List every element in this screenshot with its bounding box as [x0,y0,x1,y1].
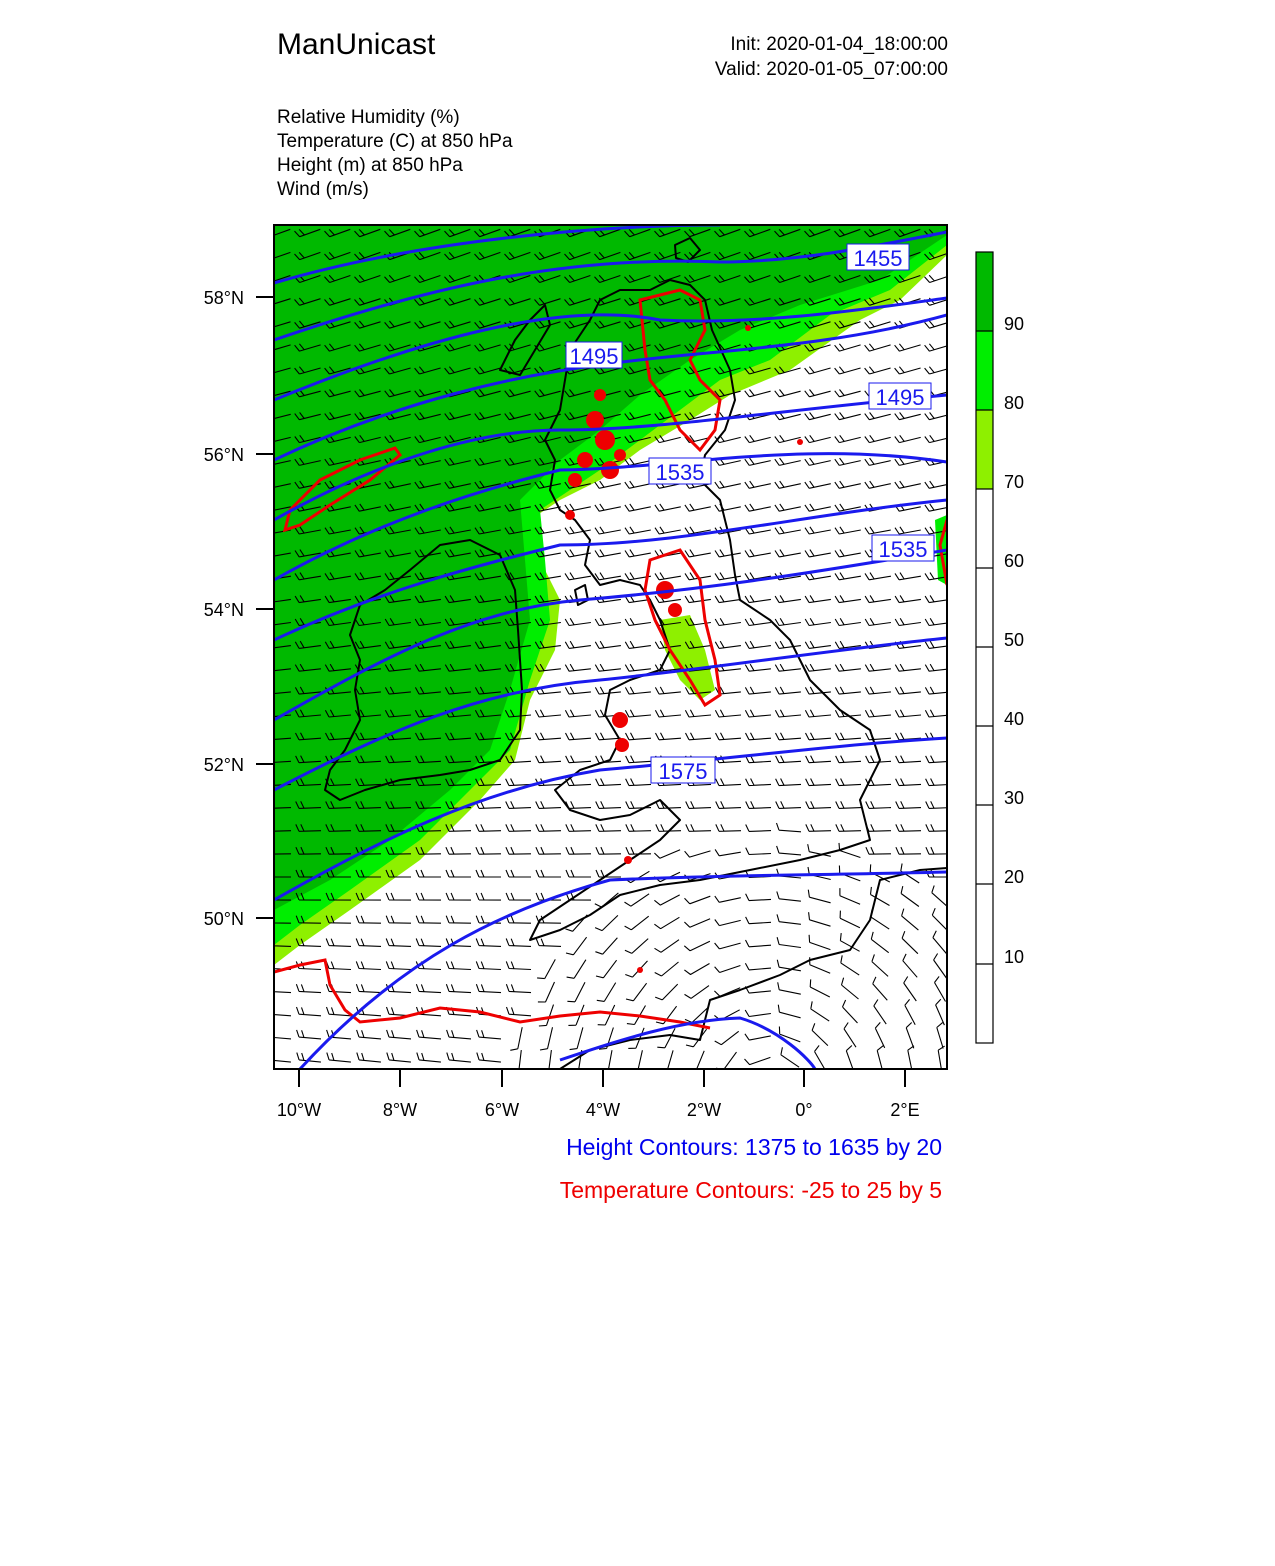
colorbar-label-90: 90 [1004,314,1025,334]
colorbar-label-40: 40 [1004,709,1025,729]
field-height: Height (m) at 850 hPa [277,155,463,176]
field-wind: Wind (m/s) [277,179,369,200]
temperature-contours-legend: Temperature Contours: -25 to 25 by 5 [559,1177,942,1203]
height-label-1495-east: 1495 [875,385,925,410]
lon-label-10w: 10°W [276,1100,322,1120]
lon-label-2w: 2°W [686,1100,722,1120]
field-rh: Relative Humidity (%) [277,107,460,128]
lon-label-6w: 6°W [484,1100,520,1120]
height-label-1535-east: 1535 [878,537,928,562]
lat-label-58n: 58°N [203,288,244,308]
lon-label-4w: 4°W [585,1100,621,1120]
colorbar-label-30: 30 [1004,788,1025,808]
valid-time: Valid: 2020-01-05_07:00:00 [714,59,948,80]
field-temperature: Temperature (C) at 850 hPa [277,131,513,152]
lat-label-56n: 56°N [203,445,244,465]
lat-label-50n: 50°N [203,909,244,929]
colorbar-label-70: 70 [1004,472,1025,492]
lon-label-8w: 8°W [382,1100,418,1120]
height-label-1535-mid: 1535 [655,460,705,485]
lon-axis [299,1069,905,1087]
height-contours-legend: Height Contours: 1375 to 1635 by 20 [566,1134,942,1160]
colorbar-label-60: 60 [1004,551,1025,571]
colorbar-band-70 [976,410,993,489]
lat-label-52n: 52°N [203,755,244,775]
colorbar-label-10: 10 [1004,947,1025,967]
lon-label-2e: 2°E [890,1100,920,1120]
height-label-1575: 1575 [658,759,708,784]
lon-label-0: 0° [795,1100,813,1120]
colorbar-band-90 [976,252,993,331]
model-name: ManUnicast [277,28,436,61]
lat-axis [256,297,274,918]
colorbar-label-20: 20 [1004,867,1025,887]
height-label-1495-west: 1495 [569,344,619,369]
colorbar-band-80 [976,331,993,410]
init-time: Init: 2020-01-04_18:00:00 [730,34,948,55]
height-label-1455: 1455 [853,246,903,271]
rh-colorbar [976,252,1024,1043]
colorbar-label-50: 50 [1004,630,1025,650]
colorbar-label-80: 80 [1004,393,1025,413]
lat-label-54n: 54°N [203,600,244,620]
